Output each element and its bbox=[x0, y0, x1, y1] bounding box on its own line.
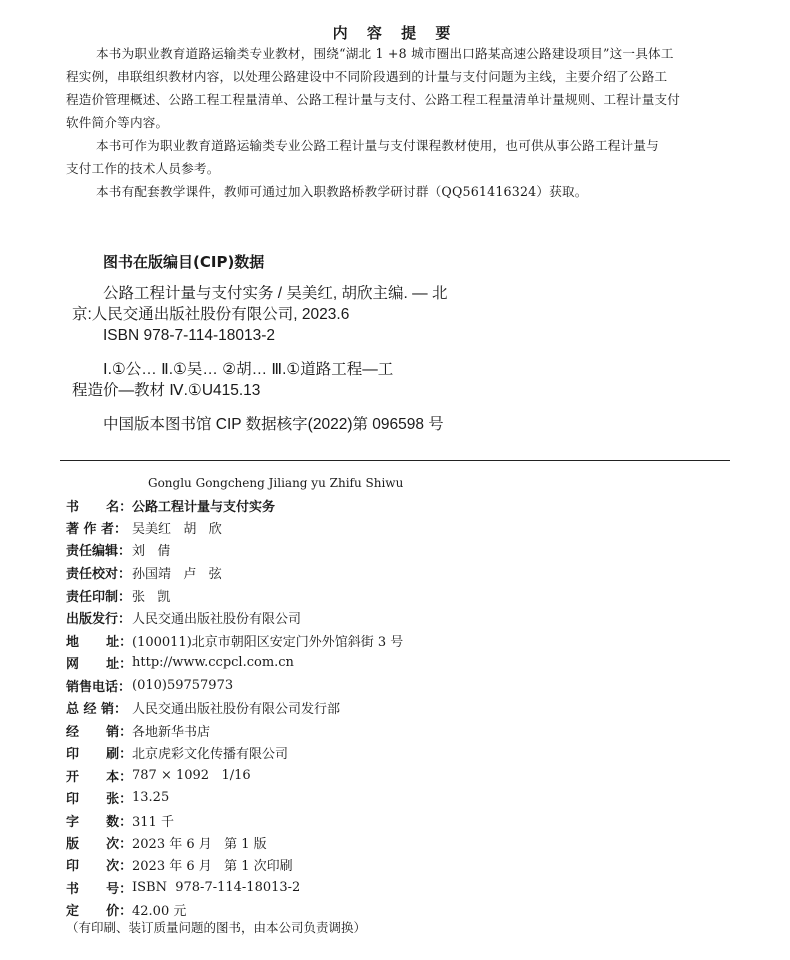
book-title-pinyin: Gonglu Gongcheng Jiliang yu Zhifu Shiwu bbox=[148, 476, 404, 490]
book-title-value: 公路工程计量与支付实务 bbox=[132, 499, 276, 515]
cip-line-1: 公路工程计量与支付实务 / 吴美红, 胡欣主编. — 北 bbox=[103, 285, 448, 302]
colophon-row-edition: 版 次： 2023 年 6 月 第 1 版 bbox=[66, 836, 267, 852]
summary-para2-line1: 本书可作为职业教育道路运输类专业公路工程计量与支付课程教材使用，也可供从事公路工程计量与 bbox=[96, 138, 659, 153]
colophon-row-authors: 著 作 者： 吴美红 胡 欣 bbox=[66, 521, 222, 537]
summary-para1-line4: 软件简介等内容。 bbox=[66, 115, 169, 130]
colophon-row-printer: 印 刷： 北京虎彩文化传播有限公司 bbox=[66, 746, 289, 762]
divider-rule bbox=[60, 460, 730, 461]
summary-para1-line3: 程造价管理概述、公路工程工程量清单、公路工程计量与支付、公路工程工程量清单计量规则、工程计量支付 bbox=[66, 92, 681, 107]
colophon-row-proofreader: 责任校对： 孙国靖 卢 弦 bbox=[66, 566, 222, 582]
colophon-row-price: 定 价： 42.00 元 bbox=[66, 903, 187, 919]
colophon-row-isbn: 书 号： ISBN 978-7-114-18013-2 bbox=[66, 879, 301, 897]
summary-para1-line2: 程实例，串联组织教材内容，以处理公路建设中不同阶段遇到的计量与支付问题为主线，主要介绍了公路工 bbox=[66, 69, 668, 84]
colophon-row-format: 开 本： 787 × 1092 1/16 bbox=[66, 767, 251, 785]
quality-note: （有印刷、装订质量问题的图书，由本公司负责调换） bbox=[66, 920, 367, 935]
colophon-row-print-manager: 责任印制： 张 凯 bbox=[66, 589, 171, 605]
colophon-row-editor: 责任编辑： 刘 倩 bbox=[66, 543, 171, 559]
summary-title: 内 容 提 要 bbox=[332, 24, 458, 42]
colophon-row-website: 网 址： http://www.ccpcl.com.cn bbox=[66, 654, 294, 672]
cip-class-line-1: Ⅰ.①公… Ⅱ.①吴… ②胡… Ⅲ.①道路工程—工 bbox=[103, 361, 394, 378]
summary-para1-line1: 本书为职业教育道路运输类专业教材，围绕“湖北 1 +8 城市圈出口路某高速公路建设项目”这一具体工 bbox=[96, 46, 674, 61]
colophon-row-address: 地 址： (100011)北京市朝阳区安定门外外馆斜街 3 号 bbox=[66, 634, 404, 650]
summary-para3-line1: 本书有配套教学课件，教师可通过加入职教路桥教学研讨群（QQ561416324）获取。 bbox=[96, 184, 588, 199]
summary-para2-line2: 支付工作的技术人员参考。 bbox=[66, 161, 220, 176]
cip-line-2: 京:人民交通出版社股份有限公司, 2023.6 bbox=[72, 306, 350, 323]
cip-class-line-2: 程造价—教材 Ⅳ.①U415.13 bbox=[72, 382, 261, 399]
cip-verify-number: 中国版本图书馆 CIP 数据核字(2022)第 096598 号 bbox=[103, 416, 444, 433]
colophon-row-word-count: 字 数： 311 千 bbox=[66, 814, 174, 830]
colophon-row-sheets: 印 张： 13.25 bbox=[66, 789, 170, 807]
colophon-row-sales-phone: 销售电话： (010)59757973 bbox=[66, 677, 234, 695]
colophon-row-title: 书 名： 公路工程计量与支付实务 bbox=[66, 494, 275, 516]
colophon-row-retailer: 经 销： 各地新华书店 bbox=[66, 724, 211, 740]
colophon-row-printing: 印 次： 2023 年 6 月 第 1 次印刷 bbox=[66, 858, 293, 874]
cip-line-3: ISBN 978-7-114-18013-2 bbox=[103, 327, 276, 344]
colophon-row-publisher: 出版发行： 人民交通出版社股份有限公司 bbox=[66, 611, 302, 627]
colophon-row-distributor: 总 经 销： 人民交通出版社股份有限公司发行部 bbox=[66, 701, 341, 717]
cip-heading: 图书在版编目(CIP)数据 bbox=[103, 253, 265, 271]
